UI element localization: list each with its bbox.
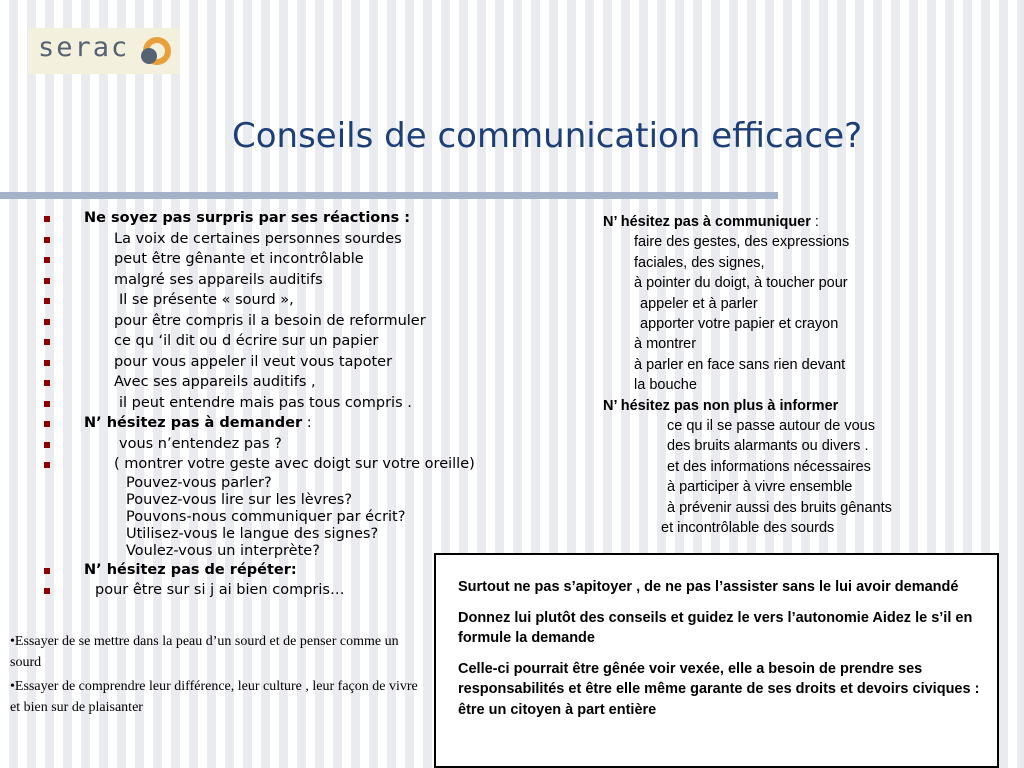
square-bullet-icon <box>44 298 50 304</box>
right-line: la bouche <box>634 377 697 394</box>
right-advice-column <box>603 212 1003 539</box>
right-line: à prévenir aussi des bruits gênants <box>667 499 892 516</box>
question-line: Pouvons-nous communiquer par écrit? <box>126 508 406 525</box>
list-item: malgré ses appareils auditifs <box>44 270 564 291</box>
list-item: N’ hésitez pas de répéter: <box>44 560 564 581</box>
square-bullet-icon <box>44 380 50 386</box>
box-paragraph: Donnez lui plutôt des conseils et guidez le vers l’autonomie Aidez le s’il en formule la demande <box>458 609 973 646</box>
list-item: pour être compris il a besoin de reformuler <box>44 311 564 332</box>
right-line: ce qu il se passe autour de vous <box>667 418 875 435</box>
advice-box-content <box>458 577 988 730</box>
square-bullet-icon <box>44 401 50 407</box>
list-item: il peut entendre mais pas tous compris . <box>44 393 564 414</box>
left-bullet-list <box>44 208 564 601</box>
note-paragraph: •Essayer de se mettre dans la peau d’un sourd et de penser comme un sourd <box>10 634 399 670</box>
list-item: vous n’entendez pas ? <box>44 434 564 455</box>
list-item: ce qu ‘il dit ou d écrire sur un papier <box>44 331 564 352</box>
list-item: pour vous appeler il veut vous tapoter <box>44 352 564 373</box>
square-bullet-icon <box>44 588 50 594</box>
list-item: peut être gênante et incontrôlable <box>44 249 564 270</box>
title-divider <box>0 192 778 199</box>
right-line: et incontrôlable des sourds <box>661 520 835 537</box>
right-heading-inform: N’ hésitez pas non plus à informer <box>603 397 839 414</box>
square-bullet-icon <box>44 319 50 325</box>
question-line: Pouvez-vous parler? <box>126 474 272 491</box>
logo-text: serac <box>38 32 130 63</box>
question-line: Pouvez-vous lire sur les lèvres? <box>126 491 353 508</box>
square-bullet-icon <box>44 237 50 243</box>
right-line: faciales, des signes, <box>634 254 765 271</box>
list-item: Avec ses appareils auditifs , <box>44 372 564 393</box>
square-bullet-icon <box>44 257 50 263</box>
advice-box <box>434 553 999 768</box>
square-bullet-icon <box>44 462 50 468</box>
question-lines <box>114 475 564 560</box>
right-line: faire des gestes, des expressions <box>634 234 850 251</box>
list-item: N’ hésitez pas à demander : <box>44 413 564 434</box>
square-bullet-icon <box>44 339 50 345</box>
right-line: appeler et à parler <box>640 295 758 312</box>
box-paragraph: Celle-ci pourrait être gênée voir vexée, elle a besoin de prendre ses responsabilités et être elle même garante de ses droits et devoirs civiques : être un citoyen à part entière <box>458 660 980 718</box>
square-bullet-icon <box>44 421 50 427</box>
square-bullet-icon <box>44 360 50 366</box>
list-item: pour être sur si j ai bien compris… <box>44 580 564 601</box>
serac-logo <box>28 28 180 74</box>
right-line: et des informations nécessaires <box>667 458 871 475</box>
square-bullet-icon <box>44 216 50 222</box>
list-item: La voix de certaines personnes sourdes <box>44 229 564 250</box>
slide-title: Conseils de communication efficace? <box>232 116 863 156</box>
square-bullet-icon <box>44 278 50 284</box>
square-bullet-icon <box>44 442 50 448</box>
box-paragraph: Surtout ne pas s’apitoyer , de ne pas l’assister sans le lui avoir demandé <box>458 579 959 595</box>
right-line: à parler en face sans rien devant <box>634 356 846 373</box>
right-heading-communicate: N’ hésitez pas à communiquer : <box>603 214 819 230</box>
question-line: Voulez-vous un interprète? <box>126 542 320 559</box>
list-item: ( montrer votre geste avec doigt sur votre oreille) Pouvez-vous parler? Pouvez-vous lire sur les lèvres? Pouvons-nous communiquer par écrit? Utilisez-vous le langue des signes? Voulez-vous un interprète? <box>44 454 564 560</box>
advice-notes <box>10 632 430 722</box>
serac-logo-mark <box>138 36 172 66</box>
list-item: Il se présente « sourd », <box>44 290 564 311</box>
right-line: à participer à vivre ensemble <box>667 479 853 496</box>
note-paragraph: •Essayer de comprendre leur différence, leur culture , leur façon de vivre et bien sur de plaisanter <box>10 679 418 715</box>
right-line: à montrer <box>634 336 697 353</box>
square-bullet-icon <box>44 568 50 574</box>
list-item: Ne soyez pas surpris par ses réactions : <box>44 208 564 229</box>
question-line: Utilisez-vous le langue des signes? <box>126 525 379 542</box>
right-line: des bruits alarmants ou divers . <box>667 438 869 455</box>
right-line: à pointer du doigt, à toucher pour <box>634 275 848 292</box>
right-line: apporter votre papier et crayon <box>640 316 839 333</box>
